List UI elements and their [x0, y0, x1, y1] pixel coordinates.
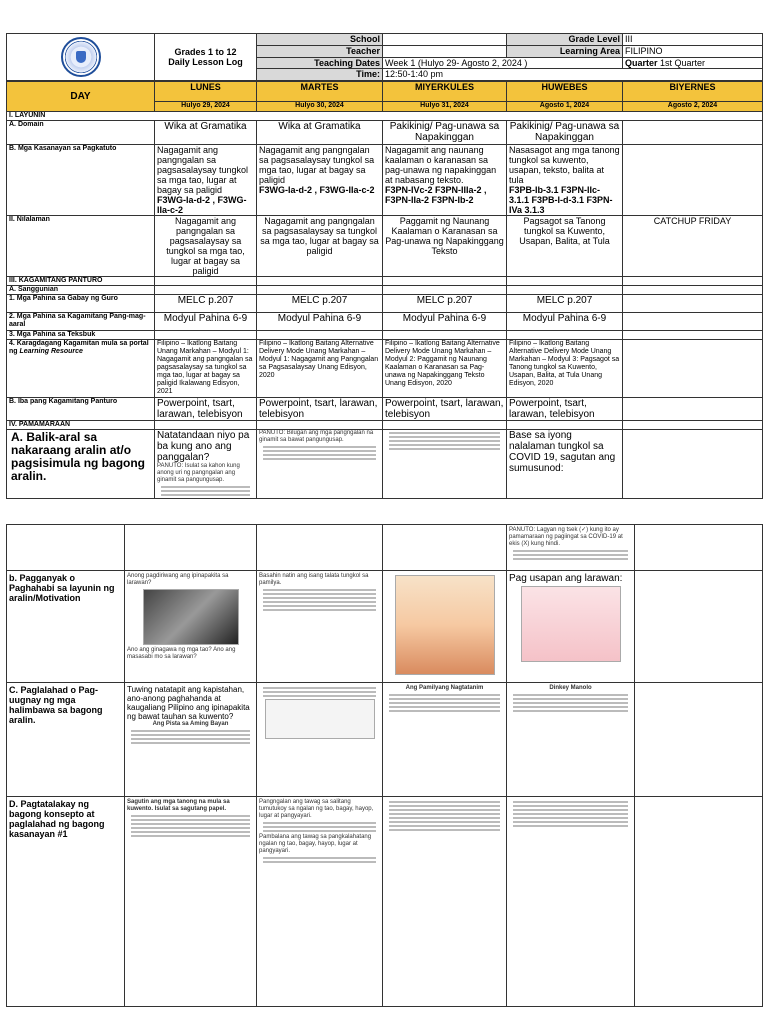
gabay-martes: MELC p.207: [257, 295, 383, 313]
day-date-huwebes: Agosto 1, 2024: [507, 102, 623, 112]
school-label: School: [257, 34, 383, 46]
logo-cell: [7, 34, 155, 81]
drawing-pictures: [265, 699, 375, 739]
pagtatalakay-huwebes: [507, 797, 635, 1007]
paglalahad-miy-title: Ang Pamilyang Nagtatanim: [405, 685, 484, 691]
portal-lunes: Filipino – Ikatlong Baitang Unang Markahan – Modyul 1: Nagagamit ang pangngalan sa pagsasalaysay sa tungkol sa mga tao, lugar at bagay sa paligid Ikalawang Edisyon, 2021: [155, 340, 257, 398]
pagganyak-lunes: [125, 571, 257, 683]
pagganyak-huwebes-text: Pag usapan ang larawan:: [509, 573, 623, 584]
teacher-label: Teacher: [257, 45, 383, 57]
day-name-miyerkules: MIYERKULES: [383, 82, 507, 102]
nilalaman-miyerkules: Paggamit ng Naunang Kaalaman o Karanasan sa Pag-unawa ng Napakinggang Teksto: [383, 216, 507, 277]
quarter-label: Quarter: [625, 57, 658, 68]
paglalahad-label: C. Paglalahad o Pag-uugnay ng mga halimbawa sa bagong aralin.: [7, 683, 125, 797]
family-illustration: [395, 575, 495, 675]
kasanayan-miyerkules-code: F3PN-IVc-2 F3PN-IIIa-2 , F3PN-IIa-2 F3PN-Ib-2: [385, 185, 487, 205]
day-date-biyernes: Agosto 2, 2024: [623, 102, 763, 112]
lesson-table-2: [6, 524, 763, 1007]
nilalaman-huwebes: Pagsagot sa Tanong tungkol sa Kuwento, Usapan, Balita, at Tula: [507, 216, 623, 277]
paglalahad-miyerkules: [383, 683, 507, 797]
festival-photo: [143, 589, 239, 645]
lesson-log-page-1: [6, 33, 762, 499]
paglalahad-lunes-title: Ang Pista sa Aming Bayan: [152, 721, 229, 727]
kasanayan-huwebes: [507, 145, 623, 216]
day-label: DAY: [7, 82, 155, 112]
kasanayan-martes-text: Nagagamit ang pangngalan sa pagsasalaysay tungkol sa mga tao, lugar at bagay sa paligid: [259, 145, 375, 185]
pagganyak-miyerkules: [383, 571, 507, 683]
section-pamamaraan: IV. PAMAMARAAN: [7, 421, 155, 430]
kasanayan-lunes: [155, 145, 257, 216]
kagamitan-mag-miyerkules: Modyul Pahina 6-9: [383, 313, 507, 331]
pagganyak-martes: [257, 571, 383, 683]
covid-note: PANUTO: Lagyan ng tsek (✓) kung ito ay pamamaraan ng pagiingat sa COVID-19 at ekis (X) kung hindi.: [509, 527, 623, 547]
kagamitan-mag-lunes: Modyul Pahina 6-9: [155, 313, 257, 331]
gabay-huwebes: MELC p.207: [507, 295, 623, 313]
pagtatalakay-martes-1: Pangngalan ang tawag sa salitang tumutukoy sa ngalan ng tao, bagay, hayop, lugar at pangyayari.: [259, 799, 374, 819]
kasanayan-martes-code: F3WG-Ia-d-2 , F3WG-IIa-c-2: [259, 185, 375, 195]
nilalaman-biyernes: CATCHUP FRIDAY: [623, 216, 763, 277]
paglalahad-huw-title: Dinkey Manolo: [549, 685, 592, 691]
kasanayan-lunes-code: F3WG-Ia-d-2 , F3WG-IIa-c-2: [157, 195, 247, 215]
header-table: [6, 33, 763, 81]
grade-label: Grade Level: [507, 34, 623, 46]
kasanayan-huwebes-text: Nasasagot ang mga tanong tungkol sa kuwento, usapan, teksto, balita at tula: [509, 145, 620, 185]
kagamitan-mag-martes: Modyul Pahina 6-9: [257, 313, 383, 331]
day-name-lunes: LUNES: [155, 82, 257, 102]
portal-miyerkules: Filipino – Ikatlong Baitang Alternative Delivery Mode Unang Markahan – Modyul 2: Paggamit ng Naunang Kaalaman o Karanasan sa Pag-unawa ng Napakinggang Teksto Unang Edisyon, 2020: [383, 340, 507, 398]
kasanayan-lunes-text: Nagagamit ang pangngalan sa pagsasalaysay tungkol sa mga tao, lugar at bagay sa paligid: [157, 145, 249, 195]
domain-miyerkules: Pakikinig/ Pag-unawa sa Napakinggan: [383, 121, 507, 145]
balik-aral-lunes: [155, 430, 257, 499]
day-name-martes: MARTES: [257, 82, 383, 102]
pagganyak-huwebes: [507, 571, 635, 683]
kasanayan-miyerkules: [383, 145, 507, 216]
balik-aral-martes: [257, 430, 383, 499]
log-title-line1: Grades 1 to 12: [174, 47, 237, 57]
paglalahad-martes: [257, 683, 383, 797]
portal-label-italic: Learning Resource: [19, 348, 83, 355]
kasanayan-martes: [257, 145, 383, 216]
portal-label-text: 4. Karagdagang Kagamitan mula sa portal ng: [9, 340, 149, 355]
grade-value: III: [623, 34, 763, 46]
kasanayan-huwebes-code: F3PB-Ib-3.1 F3PN-IIc-3.1.1 F3PB-I-d-3.1 F3PN-IVa 3.1.3: [509, 185, 613, 215]
teksbuk-label: 3. Mga Pahina sa Teksbuk: [7, 331, 155, 340]
lesson-log-page-2: [6, 524, 762, 1007]
quarter-cell: [623, 57, 763, 69]
pagganyak-martes-text: Basahin natin ang isang talata tungkol sa pamilya.: [259, 573, 369, 586]
time-label: Time:: [257, 69, 383, 81]
iba-huwebes: Powerpoint, tsart, larawan, telebisyon: [507, 398, 623, 421]
pagganyak-lunes-bottom: Ano ang ginagawa ng mga tao? Ano ang masasabi mo sa larawan?: [127, 647, 236, 660]
domain-martes: Wika at Gramatika: [257, 121, 383, 145]
balik-aral-lunes-question: Natatandaan niyo pa ba kung ano ang panggalan?: [157, 430, 250, 463]
portal-martes: Filipino – Ikatlong Baitang Alternative Delivery Mode Unang Markahan – Modyul 1: Nagagamit ang Pangngalan sa Pagsasalaysay Unang Edisyon, 2020: [257, 340, 383, 398]
nilalaman-label: II. Nilalaman: [7, 216, 155, 277]
paglalahad-lunes: [125, 683, 257, 797]
portal-label: [7, 340, 155, 398]
pagganyak-label: b. Pagganyak o Paghahabi sa layunin ng aralin/Motivation: [7, 571, 125, 683]
dates-label: Teaching Dates: [257, 57, 383, 69]
day-date-lunes: Hulyo 29, 2024: [155, 102, 257, 112]
iba-martes: Powerpoint, tsart, larawan, telebisyon: [257, 398, 383, 421]
kasanayan-biyernes: [623, 145, 763, 216]
dates-value: Week 1 (Hulyo 29- Agosto 2, 2024 ): [383, 57, 623, 69]
sanggunian-label: A. Sanggunian: [7, 286, 155, 295]
time-value: 12:50-1:40 pm: [383, 69, 763, 81]
day-name-huwebes: HUWEBES: [507, 82, 623, 102]
iba-label: B. Iba pang Kagamitang Panturo: [7, 398, 155, 421]
domain-lunes: Wika at Gramatika: [155, 121, 257, 145]
deped-seal-icon: [61, 37, 101, 77]
section-layunin: I. LAYUNIN: [7, 112, 763, 121]
day-name-biyernes: BIYERNES: [623, 82, 763, 102]
portal-huwebes: Filipino – Ikatlong Baitang Alternative Delivery Mode Unang Markahan – Modyul 3: Pagsagot sa Tanong tungkol sa Kuwento, Usapan, Balita, at Tula Unang Edisyon, 2020: [507, 340, 623, 398]
balik-aral-miyerkules: [383, 430, 507, 499]
section-kagamitan: III. KAGAMITANG PANTURO: [7, 277, 155, 286]
balik-aral-huwebes: Base sa iyong nalalaman tungkol sa COVID 19, sagutan ang sumusunod:: [507, 430, 623, 499]
pagtatalakay-martes: [257, 797, 383, 1007]
domain-label: A. Domain: [7, 121, 155, 145]
gabay-label: 1. Mga Pahina sa Gabay ng Guro: [7, 295, 155, 313]
quarter-value: 1st Quarter: [660, 57, 706, 68]
gabay-lunes: MELC p.207: [155, 295, 257, 313]
pagtatalakay-martes-2: Pambalana ang tawag sa pangkalahatang ngalan ng tao, bagay, hayop, lugar at pangyayari.: [259, 834, 372, 854]
iba-lunes: Powerpoint, tsart, larawan, telebisyon: [155, 398, 257, 421]
domain-biyernes: [623, 121, 763, 145]
pagtatalakay-lunes-text: Sagutin ang mga tanong na mula sa kuwento. Isulat sa sagutang papel.: [127, 799, 230, 812]
kasanayan-miyerkules-text: Nagagamit ang naunang kaalaman o karanasan sa pag-unawa ng napakinggan at nabasang teksto.: [385, 145, 497, 185]
school-value: [383, 34, 507, 46]
lesson-table: [6, 81, 763, 499]
paglalahad-huwebes: [507, 683, 635, 797]
balik-aral-label: A. Balik-aral sa nakaraang aralin at/o pagsisimula ng bagong aralin.: [7, 430, 155, 499]
kasanayan-label: B. Mga Kasanayan sa Pagkatuto: [7, 145, 155, 216]
balik-aral-martes-note: PANUTO: Bilugan ang mga pangngalan na ginamit sa bawat pangungusap.: [259, 430, 374, 443]
pagtatalakay-lunes: [125, 797, 257, 1007]
iba-miyerkules: Powerpoint, tsart, larawan, telebisyon: [383, 398, 507, 421]
nilalaman-lunes: Nagagamit ang pangngalan sa pagsasalaysay sa tungkol sa mga tao, lugar at bagay sa paligid: [155, 216, 257, 277]
kagamitan-mag-huwebes: Modyul Pahina 6-9: [507, 313, 623, 331]
teacher-value: [383, 45, 507, 57]
gabay-miyerkules: MELC p.207: [383, 295, 507, 313]
balik-aral-lunes-note: PANUTO: Isulat sa kahon kung anong uri ng pangngalan ang ginamit sa pangungusap.: [157, 463, 240, 483]
kagamitan-mag-label: 2. Mga Pahina sa Kagamitang Pang-mag-aaral: [7, 313, 155, 331]
covid-checklist: [507, 525, 635, 571]
area-label: Learning Area: [507, 45, 623, 57]
pagganyak-lunes-top: Anong pagdiriwang ang ipinapakita sa larawan?: [127, 573, 229, 586]
pagtatalakay-label: D. Pagtatalakay ng bagong konsepto at paglalahad ng bagong kasanayan #1: [7, 797, 125, 1007]
domain-huwebes: Pakikinig/ Pag-unawa sa Napakinggan: [507, 121, 623, 145]
sick-child-illustration: [521, 586, 621, 662]
nilalaman-martes: Nagagamit ang pangngalan sa pagsasalaysay sa tungkol sa mga tao, lugar at bagay sa paligid: [257, 216, 383, 277]
day-date-miyerkules: Hulyo 31, 2024: [383, 102, 507, 112]
day-date-martes: Hulyo 30, 2024: [257, 102, 383, 112]
area-value: FILIPINO: [623, 45, 763, 57]
log-title-line2: Daily Lesson Log: [168, 57, 243, 67]
pagtatalakay-miyerkules: [383, 797, 507, 1007]
paglalahad-lunes-question: Tuwing natatapit ang kapistahan, ano-anong paghahanda at kaugaliang Pilipino ang ipinapakita ng bawat tauhan sa kuwento?: [127, 685, 250, 721]
